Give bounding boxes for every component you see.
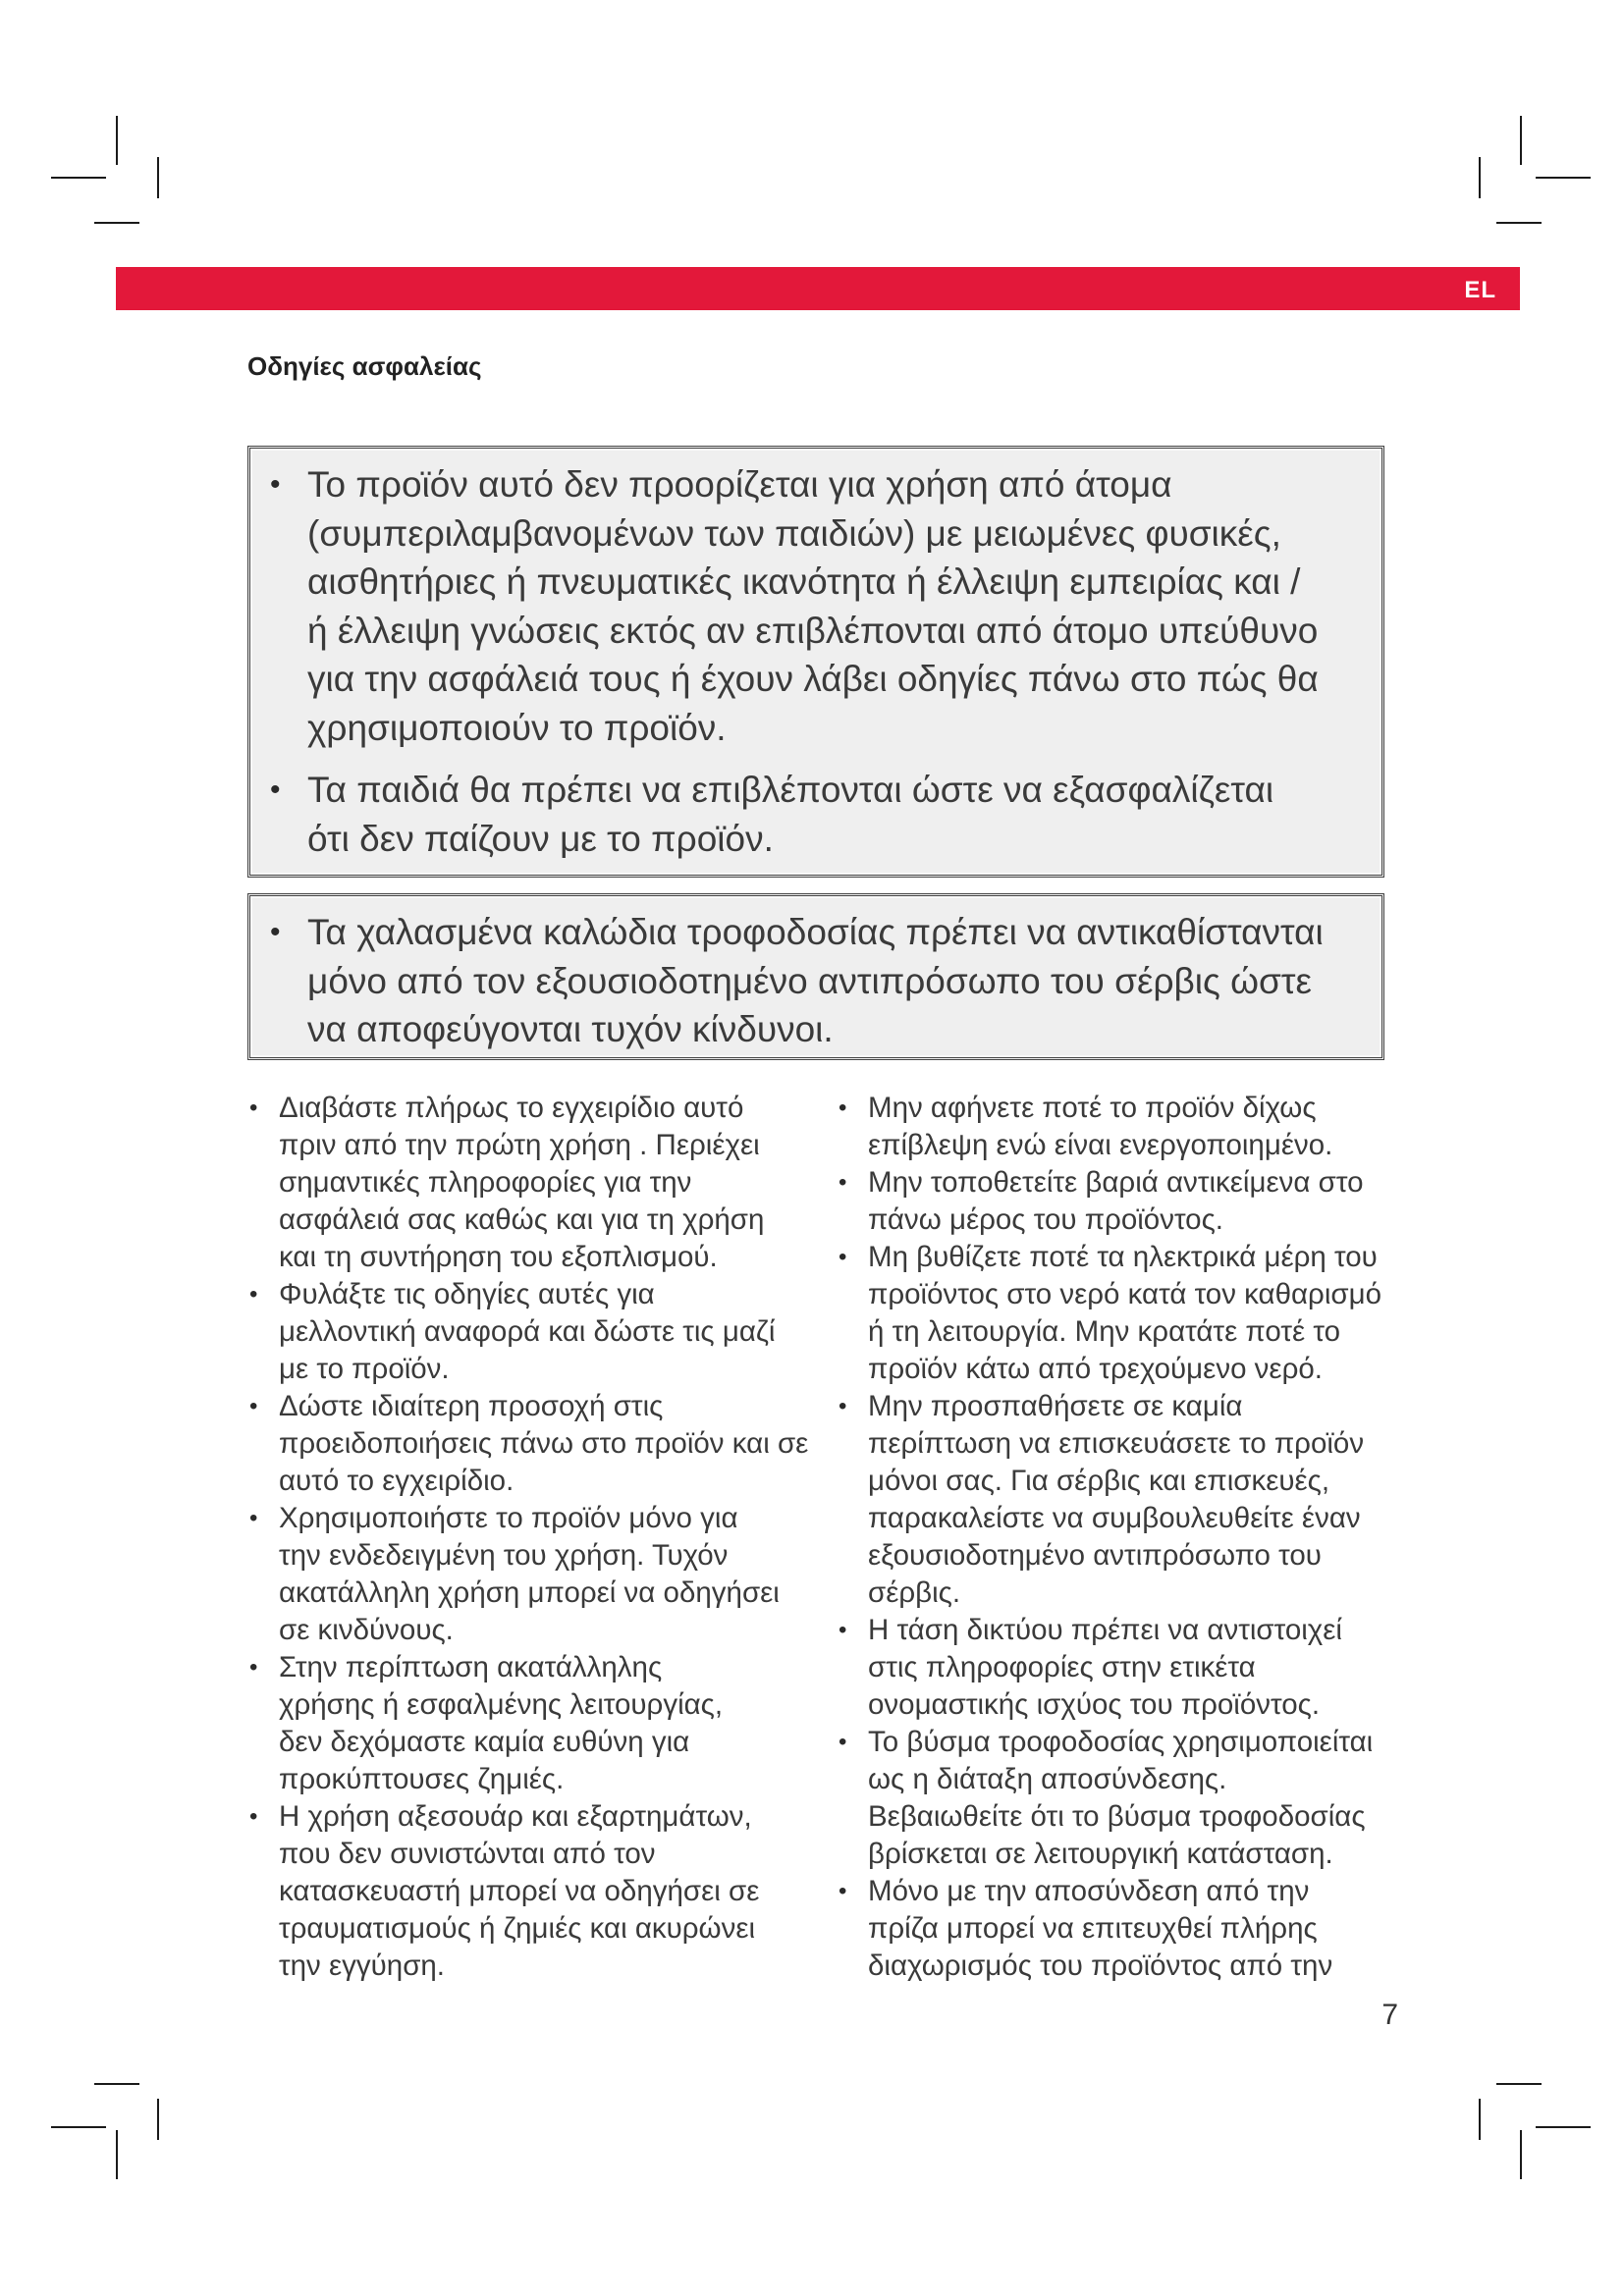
bullet-icon: • xyxy=(839,1095,847,1121)
list-item xyxy=(249,1500,839,1649)
text-line: χρήσης ή εσφαλμένης λειτουργίας, xyxy=(279,1688,724,1721)
text-line: Η τάση δικτύου πρέπει να αντιστοιχεί xyxy=(868,1614,1342,1646)
text-line: Τα παιδιά θα πρέπει να επιβλέπονται ώστε να εξασφαλίζεται xyxy=(307,770,1274,810)
text-line: (συμπεριλαμβανομένων των παιδιών) με μειωμένες φυσικές, xyxy=(307,512,1281,554)
bullet-icon: • xyxy=(839,1393,847,1419)
text-line: Στην περίπτωση ακατάλληλης xyxy=(279,1651,663,1683)
text-line: στις πληροφορίες στην ετικέτα xyxy=(868,1651,1256,1683)
text-line: και τη συντήρηση του εξοπλισμού. xyxy=(279,1241,718,1273)
text-line: Μην τοποθετείτε βαριά αντικείμενα στο xyxy=(868,1166,1364,1199)
text-line: παρακαλείστε να συμβουλευθείτε έναν xyxy=(868,1502,1361,1534)
text-line: τραυματισμούς ή ζημιές και ακυρώνει xyxy=(279,1912,756,1945)
text-line: που δεν συνιστώνται από τον xyxy=(279,1838,656,1870)
text-line: για την ασφάλειά τους ή έχουν λάβει οδηγίες πάνω στο πώς θα xyxy=(307,659,1319,699)
text-line: πριν από την πρώτη χρήση . Περιέχει xyxy=(279,1129,760,1161)
text-line: Μόνο με την αποσύνδεση από την xyxy=(868,1875,1310,1907)
text-line: πρίζα μπορεί να επιτευχθεί πλήρης xyxy=(868,1912,1318,1945)
text-line: επίβλεψη ενώ είναι ενεργοποιημένο. xyxy=(868,1129,1333,1161)
text-line: προϊόντος στο νερό κατά τον καθαρισμό xyxy=(868,1278,1382,1310)
list-item xyxy=(839,1239,1428,1388)
text-line: Το προϊόν αυτό δεν προορίζεται για χρήση από άτομα xyxy=(307,464,1172,505)
text-line: δεν δεχόμαστε καμία ευθύνη για xyxy=(279,1726,690,1758)
text-line: ακατάλληλη χρήση μπορεί να οδηγήσει xyxy=(279,1576,780,1609)
text-line: σε κινδύνους. xyxy=(279,1614,454,1646)
text-line: Το βύσμα τροφοδοσίας χρησιμοποιείται xyxy=(868,1726,1374,1758)
text-line: προκύπτουσες ζημιές. xyxy=(279,1763,565,1795)
bullet-icon: • xyxy=(249,1393,258,1419)
list-item xyxy=(839,1724,1428,1873)
text-line: Μην αφήνετε ποτέ το προϊόν δίχως xyxy=(868,1092,1317,1124)
text-line: ονομαστικής ισχύος του προϊόντος. xyxy=(868,1688,1321,1721)
safety-list-left-column xyxy=(249,1090,839,1985)
list-item xyxy=(249,1090,839,1276)
bullet-icon: • xyxy=(839,1878,847,1904)
list-item xyxy=(249,1388,839,1500)
text-line: Φυλάξτε τις οδηγίες αυτές για xyxy=(279,1278,655,1310)
text-line: μόνοι σας. Για σέρβις και επισκευές, xyxy=(868,1465,1330,1497)
text-line: Βεβαιωθείτε ότι το βύσμα τροφοδοσίας xyxy=(868,1800,1366,1833)
text-line: σημαντικές πληροφορίες για την xyxy=(279,1166,692,1199)
bullet-icon: • xyxy=(270,468,281,501)
language-code: EL xyxy=(1464,277,1496,303)
bullet-icon: • xyxy=(249,1654,258,1681)
text-line: να αποφεύγονται τυχόν κίνδυνοι. xyxy=(307,1009,834,1049)
bullet-icon: • xyxy=(249,1281,258,1308)
text-line: την εγγύηση. xyxy=(279,1949,446,1982)
text-line: εξουσιοδοτημένο αντιπρόσωπο του xyxy=(868,1539,1322,1572)
text-line: προϊόν κάτω από τρεχούμενο νερό. xyxy=(868,1353,1323,1385)
text-line: προειδοποιήσεις πάνω στο προϊόν και σε xyxy=(279,1427,809,1460)
list-item xyxy=(839,1388,1428,1612)
text-line: Μη βυθίζετε ποτέ τα ηλεκτρικά μέρη του xyxy=(868,1241,1378,1273)
text-line: περίπτωση να επισκευάσετε το προϊόν xyxy=(868,1427,1365,1460)
list-item xyxy=(839,1873,1428,1985)
warning-item xyxy=(250,908,1381,1054)
list-item xyxy=(249,1798,839,1985)
text-line: πάνω μέρος του προϊόντος. xyxy=(868,1203,1223,1236)
text-line: βρίσκεται σε λειτουργική κατάσταση. xyxy=(868,1838,1333,1870)
text-line: Διαβάστε πλήρως το εγχειρίδιο αυτό xyxy=(279,1092,744,1124)
text-line: ως η διάταξη αποσύνδεσης. xyxy=(868,1763,1227,1795)
list-item xyxy=(839,1612,1428,1724)
bullet-icon: • xyxy=(839,1617,847,1643)
page-number: 7 xyxy=(1381,1999,1398,2031)
bullet-icon: • xyxy=(839,1729,847,1755)
text-line: αυτό το εγχειρίδιο. xyxy=(279,1465,514,1497)
warning-list xyxy=(250,908,1381,1054)
bullet-icon: • xyxy=(839,1244,847,1270)
text-line: με το προϊόν. xyxy=(279,1353,450,1385)
warning-box-power-cord xyxy=(247,893,1384,1060)
text-line: διαχωρισμός του προϊόντος από την xyxy=(868,1949,1333,1982)
page-title: Οδηγίες ασφαλείας xyxy=(247,351,482,381)
warning-item xyxy=(250,766,1381,863)
text-line: ασφάλειά σας καθώς και για τη χρήση xyxy=(279,1203,765,1236)
text-line: ότι δεν παίζουν με το προϊόν. xyxy=(307,818,774,859)
text-line: ή έλλειψη γνώσεις εκτός αν επιβλέπονται από άτομο υπεύθυνο xyxy=(307,610,1319,651)
text-line: μελλοντική αναφορά και δώστε τις μαζί xyxy=(279,1315,776,1348)
safety-list-right-column xyxy=(839,1090,1428,1985)
text-line: σέρβις. xyxy=(868,1576,961,1609)
list-item xyxy=(249,1649,839,1798)
bullet-icon: • xyxy=(249,1803,258,1830)
safety-list xyxy=(249,1090,839,1985)
bullet-icon: • xyxy=(249,1095,258,1121)
text-line: Η χρήση αξεσουάρ και εξαρτημάτων, xyxy=(279,1800,752,1833)
text-line: μόνο από τον εξουσιοδοτημένο αντιπρόσωπο του σέρβις ώστε xyxy=(307,960,1312,1001)
text-line: Χρησιμοποιήστε το προϊόν μόνο για xyxy=(279,1502,738,1534)
list-item xyxy=(249,1276,839,1388)
warning-item xyxy=(250,460,1381,752)
text-line: αισθητήριες ή πνευματικές ικανότητα ή έλλειψη εμπειρίας και / xyxy=(307,561,1301,602)
warning-list xyxy=(250,460,1381,863)
text-line: χρησιμοποιούν το προϊόν. xyxy=(307,707,727,748)
warning-box-children-supervision xyxy=(247,446,1384,878)
text-line: Μην προσπαθήσετε σε καμία xyxy=(868,1390,1243,1422)
safety-list xyxy=(839,1090,1428,1985)
bullet-icon: • xyxy=(270,916,281,948)
bullet-icon: • xyxy=(249,1505,258,1531)
text-line: Τα χαλασμένα καλώδια τροφοδοσίας πρέπει να αντικαθίστανται xyxy=(307,912,1324,952)
list-item xyxy=(839,1164,1428,1239)
text-line: Δώστε ιδιαίτερη προσοχή στις xyxy=(279,1390,664,1422)
bullet-icon: • xyxy=(839,1169,847,1196)
text-line: ή τη λειτουργία. Μην κρατάτε ποτέ το xyxy=(868,1315,1340,1348)
text-line: την ενδεδειγμένη του χρήση. Τυχόν xyxy=(279,1539,729,1572)
language-header-bar xyxy=(116,267,1520,310)
text-line: κατασκευαστή μπορεί να οδηγήσει σε xyxy=(279,1875,760,1907)
bullet-icon: • xyxy=(270,774,281,806)
list-item xyxy=(839,1090,1428,1164)
